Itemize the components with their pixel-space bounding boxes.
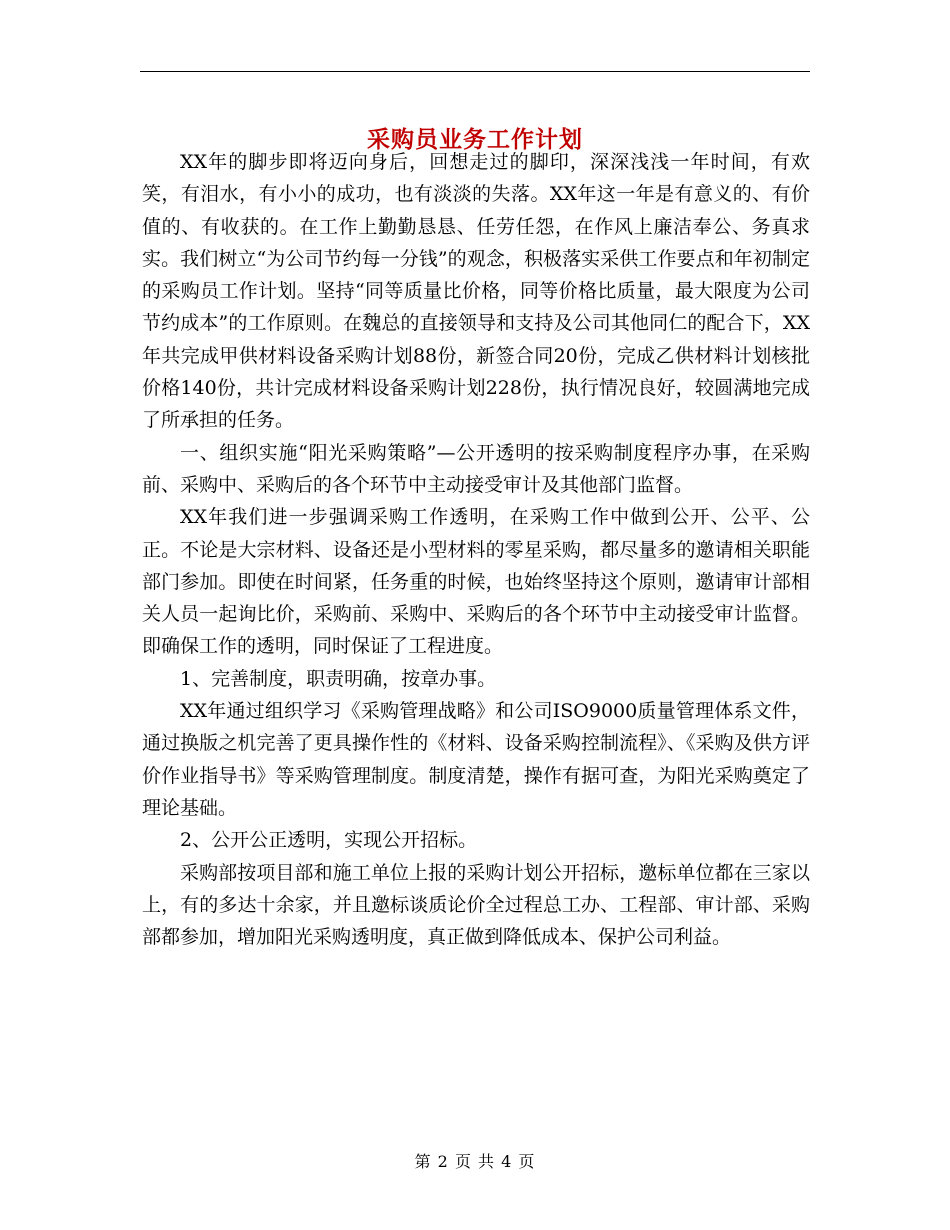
page-number-footer: 第 2 页 共 4 页 <box>414 1152 536 1171</box>
document-title: 采购员业务工作计划 <box>367 126 583 154</box>
paragraph-transparency: XX年我们进一步强调采购工作透明，在采购工作中做到公开、公平、公正。不论是大宗材料、设备还是小型材料的零星采购，都尽量多的邀请相关职能部门参加。即使在时间紧，任务重的时候，也始终坚持这个原则，邀请审计部相关人员一起询比价，采购前、采购中、采购后的各个环节中主动接受审计监督。即确保工作的透明，同时保证了工程进度。 <box>142 506 810 658</box>
paragraph-item-one-heading: 1、完善制度，职责明确，按章办事。 <box>180 667 497 690</box>
paragraph-item-two-body: 采购部按项目部和施工单位上报的采购计划公开招标，邀标单位都在三家以上，有的多达十余家，并且邀标谈质论价全过程总工办、工程部、审计部、采购部都参加，增加阳光采购透明度，真正做到降低成本、保护公司利益。 <box>142 861 810 949</box>
paragraph-section-one-heading: 一、组织实施“阳光采购策略”—公开透明的按采购制度程序办事，在采购前、采购中、采购后的各个环节中主动接受审计及其他部门监督。 <box>142 441 810 496</box>
paragraph-summary: XX年的脚步即将迈向身后，回想走过的脚印，深深浅浅一年时间，有欢笑，有泪水，有小小的成功，也有淡淡的失落。XX年这一年是有意义的、有价值的、有收获的。在工作上勤勤恳恳、任劳任怨，在作风上廉洁奉公、务真求实。我们树立“为公司节约每一分钱”的观念，积极落实采供工作要点和年初制定的采购员工作计划。坚持“同等质量比价格，同等价格比质量，最大限度为公司节约成本”的工作原则。在魏总的直接领导和支持及公司其他同仁的配合下，XX年共完成甲供材料设备采购计划88份，新签合同20份，完成乙供材料计划核批价格140份，共计完成材料设备采购计划228份，执行情况良好，较圆满地完成了所承担的任务。 <box>142 151 810 432</box>
paragraph-item-one-body: XX年通过组织学习《采购管理战略》和公司ISO9000质量管理体系文件，通过换版之机完善了更具操作性的《材料、设备采购控制流程》、《采购及供方评价作业指导书》等采购管理制度。制度清楚，操作有据可查，为阳光采购奠定了理论基础。 <box>142 700 810 819</box>
document-body <box>142 146 810 953</box>
header-rule <box>140 71 810 72</box>
paragraph-item-two-heading: 2、公开公正透明，实现公开招标。 <box>180 829 478 852</box>
